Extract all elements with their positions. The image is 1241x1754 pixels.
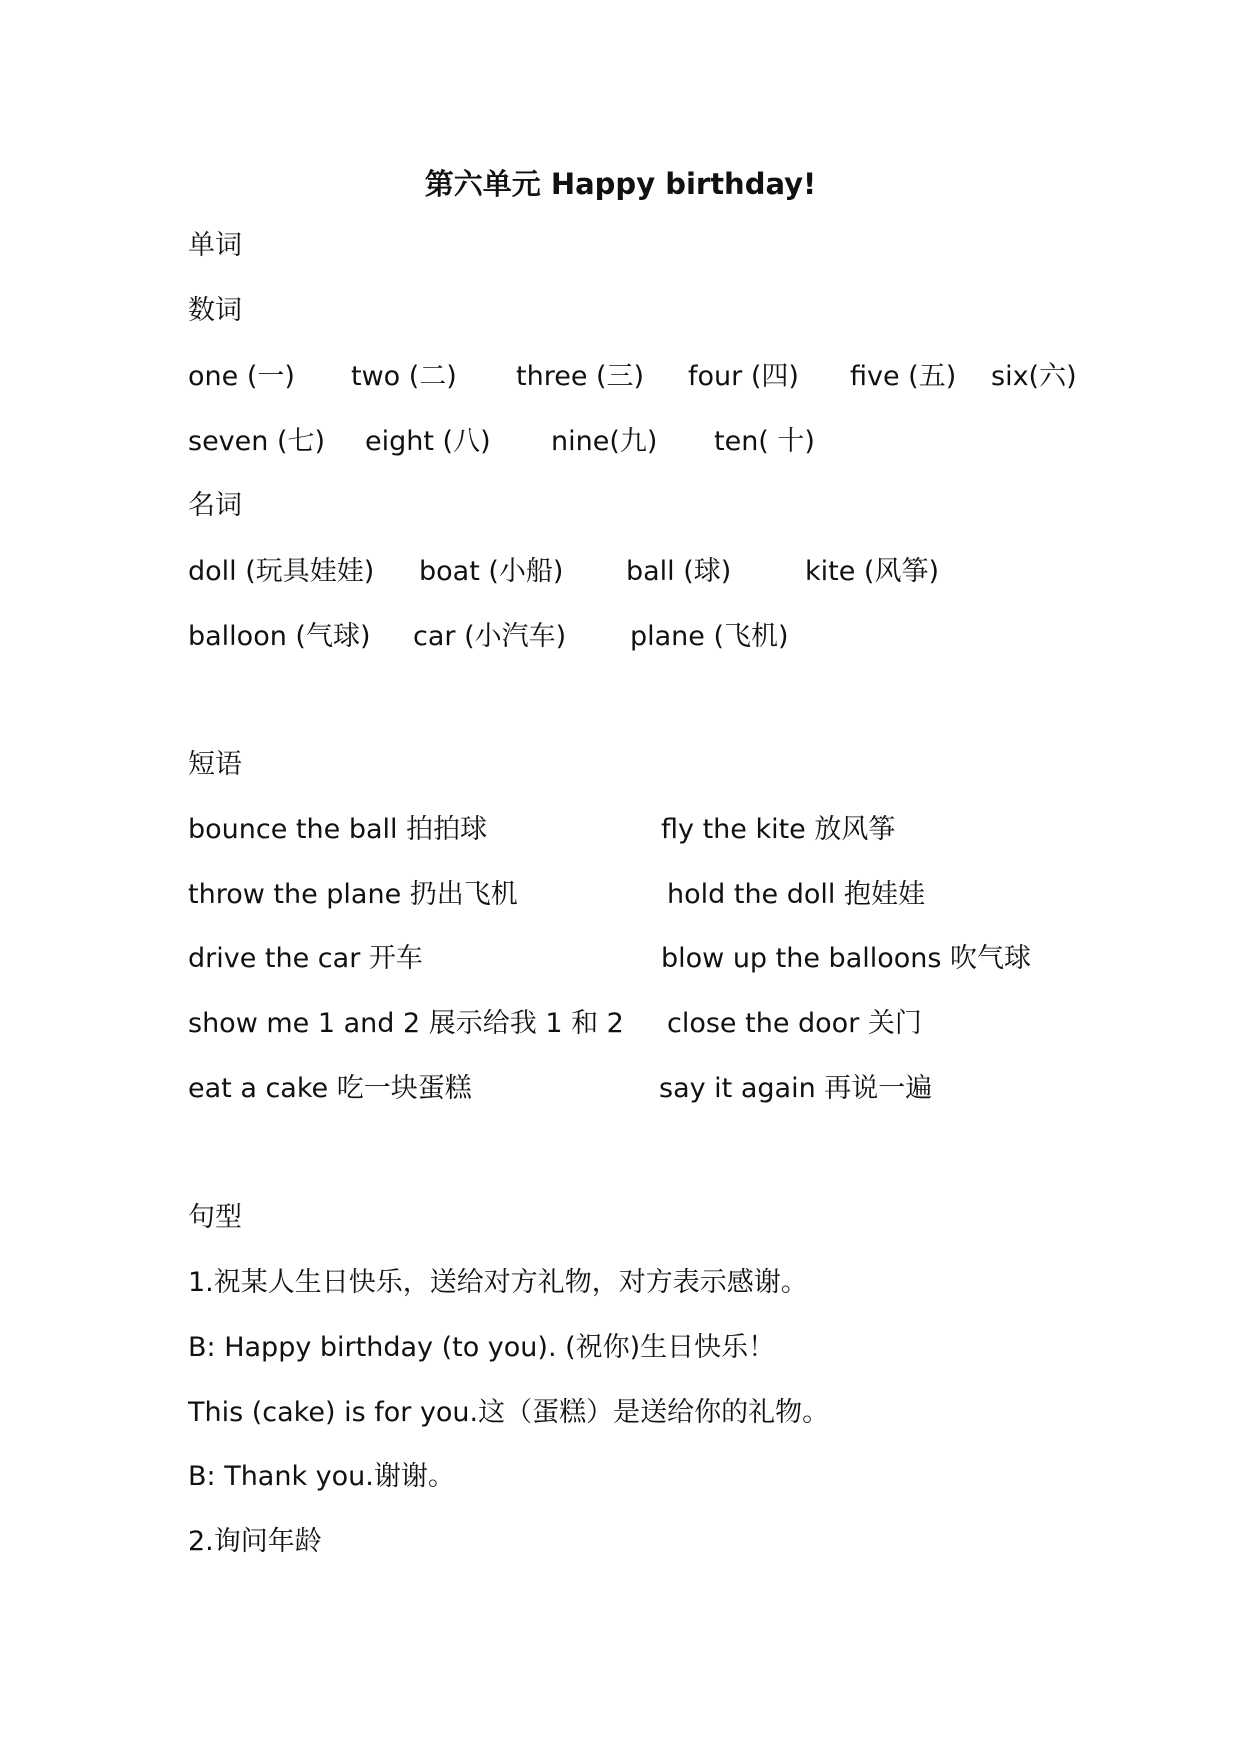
heading-nouns: 名词 <box>188 490 242 521</box>
phrase-left: throw the plane 扔出飞机 <box>188 879 518 910</box>
phrase-left: bounce the ball 拍拍球 <box>188 814 488 845</box>
noun-word: kite (风筝) <box>805 556 939 587</box>
number-word: nine(九) <box>551 426 658 457</box>
number-word: seven (七) <box>188 426 326 457</box>
phrase-left: show me 1 and 2 展示给我 1 和 2 <box>188 1008 624 1039</box>
number-word: four (四) <box>688 361 799 392</box>
noun-word: boat (小船) <box>419 556 564 587</box>
sentence-line: B: Thank you.谢谢。 <box>188 1461 455 1492</box>
noun-word: plane (飞机) <box>630 621 789 652</box>
sentence-line: 2.询问年龄 <box>188 1526 322 1557</box>
sentence-line: 1.祝某人生日快乐，送给对方礼物，对方表示感谢。 <box>188 1267 808 1298</box>
number-word: one (一) <box>188 361 295 392</box>
phrase-left: eat a cake 吃一块蛋糕 <box>188 1073 472 1104</box>
heading-numbers: 数词 <box>188 295 242 326</box>
number-word: five (五) <box>850 361 957 392</box>
number-word: eight (八) <box>365 426 491 457</box>
heading-sentences: 句型 <box>188 1202 242 1233</box>
sentence-line: This (cake) is for you.这（蛋糕）是送给你的礼物。 <box>188 1397 830 1428</box>
number-word: six(六) <box>991 361 1077 392</box>
phrase-left: drive the car 开车 <box>188 943 423 974</box>
number-word: ten( 十) <box>714 426 815 457</box>
sentence-line: B: Happy birthday (to you). (祝你)生日快乐！ <box>188 1332 776 1363</box>
noun-word: doll (玩具娃娃) <box>188 556 375 587</box>
heading-vocab: 单词 <box>188 230 242 261</box>
number-word: three (三) <box>516 361 645 392</box>
document-title: 第六单元 Happy birthday! <box>424 167 817 201</box>
phrase-right: fly the kite 放风筝 <box>661 814 896 845</box>
phrase-right: hold the doll 抱娃娃 <box>667 879 925 910</box>
phrase-right: say it again 再说一遍 <box>659 1073 933 1104</box>
phrase-right: close the door 关门 <box>667 1008 922 1039</box>
noun-word: ball (球) <box>626 556 732 587</box>
heading-phrases: 短语 <box>188 749 242 780</box>
phrase-right: blow up the balloons 吹气球 <box>661 943 1032 974</box>
noun-word: car (小汽车) <box>413 621 567 652</box>
noun-word: balloon (气球) <box>188 621 371 652</box>
number-word: two (二) <box>351 361 457 392</box>
